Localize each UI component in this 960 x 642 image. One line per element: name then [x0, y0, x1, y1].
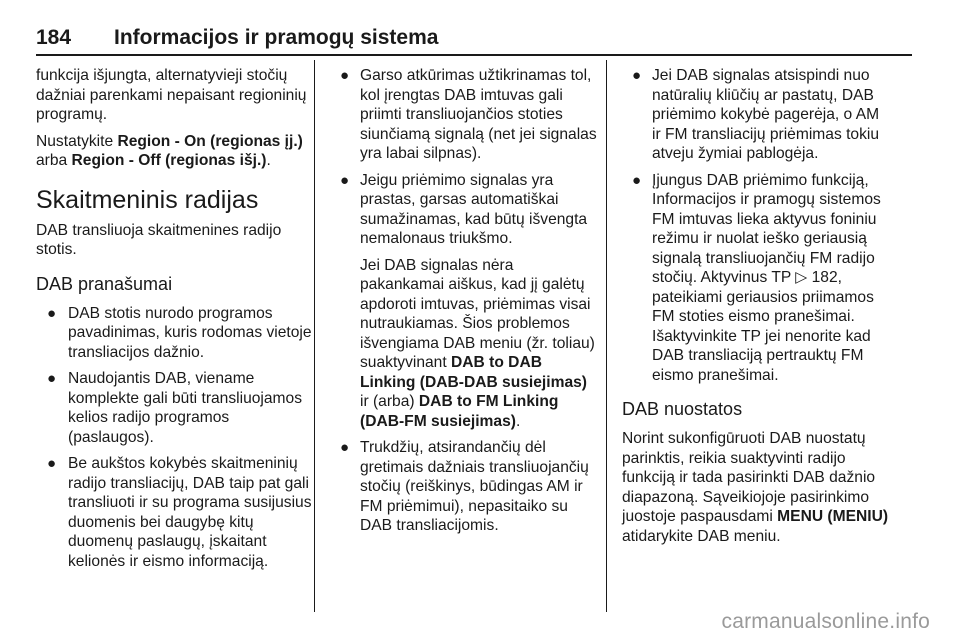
settings-text: Norint sukonfigūruoti DAB nuostatų parinktis, reikia suaktyvinti radijo funkciją ir tada pasirinkti DAB dažnio diapazoną. Sąveikiojoje pasirinkimo juostoje paspausdami [622, 430, 876, 525]
bullet-icon: ● [340, 171, 350, 189]
list-item-text: Be aukštos kokybės skaitmeninių radijo transliacijų, DAB taip pat gali transliuoti ir su programa susijusius duomenis bei daugybę kitų duomenų paslaugų, įskaitant kelionės ir eismo informaciją. [68, 455, 312, 570]
region-lead-text: Nustatykite [36, 132, 118, 150]
region-or-text: arba [36, 152, 72, 169]
and-or-text: ir (arba) [360, 393, 419, 410]
list-item-subparagraph [360, 256, 598, 432]
dab-to-fm-label: DAB to FM Linking (DAB-FM susiejimas) [360, 393, 559, 430]
list-item [622, 171, 892, 386]
advantages-list [36, 304, 312, 572]
dab-to-dab-label: DAB to DAB Linking (DAB-DAB susiejimas) [360, 354, 588, 391]
bullet-icon: ● [47, 455, 57, 472]
list-item [36, 369, 312, 447]
list-item [36, 304, 312, 363]
bullet-icon: ● [632, 67, 642, 84]
page-number: 184 [36, 26, 72, 49]
list-item [330, 66, 598, 164]
region-period: . [266, 152, 271, 169]
page-header [36, 24, 912, 56]
list-item [330, 438, 598, 536]
section-title-digital-radio: Skaitmeninis radijas [36, 185, 259, 214]
section-intro: DAB transliuoja skaitmenines radijo stotis. [36, 221, 282, 258]
menu-button-label: MENU (MENIU) [777, 508, 889, 525]
watermark: carmanualsonline.info [721, 610, 930, 633]
list-item-text: Įjungus DAB priėmimo funkciją, Informacijos ir pramogų sistemos FM imtuvas lieka aktyvus foniniu režimu ir nuolat ieško geriausią signalą transliuojančių FM radijo stočių. Aktyvinus TP ▷ 182, pateikiami geriausios priimamos FM stoties eismo pranešimai. Išaktyvinkite TP jei nenorite kad DAB transliaciją pertrauktų FM eismo pranešimai. [652, 171, 881, 384]
subsection-title-advantages: DAB pranašumai [36, 273, 173, 294]
bullet-icon: ● [632, 171, 642, 189]
settings-tail: atidarykite DAB meniu. [622, 527, 781, 545]
list-item-text: DAB stotis nurodo programos pavadinimas, kuris rodomas vietoje transliacijos dažnio. [68, 304, 312, 361]
advantages-list-cont2 [622, 66, 892, 385]
column-1 [36, 66, 312, 578]
column-divider-2 [606, 60, 607, 612]
bullet-icon: ● [340, 439, 350, 456]
column-divider-1 [314, 60, 315, 612]
intro-paragraph: funkcija išjungta, alternatyvieji stočių dažniai parenkami nepaisant regioninių programų. [36, 67, 307, 123]
column-3 [622, 66, 892, 553]
list-item [330, 171, 598, 432]
bullet-icon: ● [340, 67, 350, 84]
running-title: Informacijos ir pramogų sistema [114, 26, 439, 49]
advantages-list-cont [330, 66, 598, 536]
region-paragraph [36, 132, 312, 171]
list-item-text: Naudojantis DAB, viename komplekte gali būti transliuojamos kelios radijo programos (paslaugos). [68, 370, 303, 446]
region-on-label: Region - On (regionas įj.) [117, 132, 303, 150]
column-2 [330, 66, 598, 543]
list-item-text: Trukdžių, atsirandančių dėl gretimais dažniais transliuojančių stočių (reiškinys, būdingas AM ir FM priėmimui), nepasitaiko su DAB transliacijomis. [360, 439, 589, 534]
bullet-icon: ● [47, 370, 57, 387]
bullet-icon: ● [47, 304, 57, 322]
subparagraph-period: . [515, 412, 521, 430]
list-item-text: Jei DAB signalas atsispindi nuo natūralių kliūčių ar pastatų, DAB priėmimo kokybė pagerėja, o AM ir FM transliacijų priėmimas tokiu atveju žymiai pablogėja. [652, 67, 880, 162]
list-item-text: Garso atkūrimas užtikrinamas tol, kol įrengtas DAB imtuvas gali priimti transliuojančios stoties siunčiamą signalą (net jei signalas yra labai silpnas). [360, 67, 597, 162]
subsection-title-settings: DAB nuostatos [622, 399, 743, 419]
subparagraph-text: Jei DAB signalas nėra pakankamai aiškus, kad jį galėtų apdoroti imtuvas, priėmimas visai nutraukiamas. Šios problemos išvengiama DAB meniu (žr. toliau) suaktyvinant [360, 256, 595, 371]
settings-paragraph [622, 429, 892, 546]
list-item [622, 66, 892, 164]
region-off-label: Region - Off (regionas išj.) [71, 152, 267, 169]
list-item-text: Jeigu priėmimo signalas yra prastas, garsas automatiškai sumažinamas, kad būtų išvengta nemalonaus triukšmo. [360, 171, 588, 247]
list-item [36, 454, 312, 571]
